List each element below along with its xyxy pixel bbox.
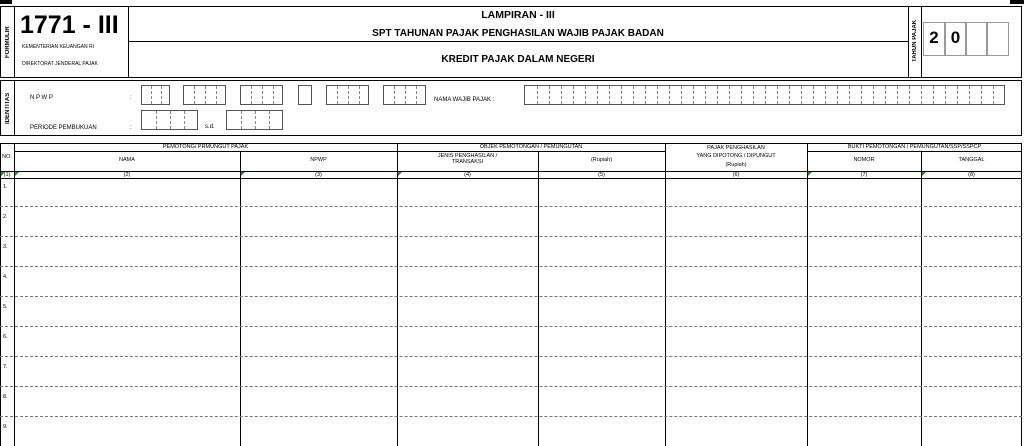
col-header-pph-rupiah: (Rupiah) <box>725 162 747 168</box>
npwp-box-6[interactable] <box>383 85 426 105</box>
col-header-no: NO. <box>2 154 12 160</box>
col-number-7: (7) <box>860 172 868 178</box>
row-divider <box>0 326 1022 327</box>
col-header-tanggal: TANGGAL <box>958 157 985 163</box>
table-frame <box>0 143 1022 446</box>
col-header-jenis: JENIS PENGHASILAN / TRANSAKSI <box>437 153 498 165</box>
ministry-label: KEMENTERIAN KEUANGAN RI <box>22 44 94 50</box>
row-divider <box>0 386 1022 387</box>
year-digit-1[interactable]: 2 <box>923 22 945 56</box>
group-header-objek: OBJEK PEMOTONGAN / PEMUNGUTAN <box>479 144 583 150</box>
col-number-6: (6) <box>732 172 740 178</box>
page-subtitle: KREDIT PAJAK DALAM NEGERI <box>441 54 595 65</box>
periode-label: PERIODE PEMBUKUAN <box>30 125 97 131</box>
col-header-nomor: NOMOR <box>853 157 875 163</box>
row-number-1: 1. <box>3 184 8 190</box>
row-number-9: 9. <box>3 424 8 430</box>
corner-mark-left <box>0 0 12 4</box>
cell-marker <box>1 172 5 176</box>
row-number-7: 7. <box>3 364 8 370</box>
row-divider <box>0 206 1022 207</box>
npwp-box-2[interactable] <box>183 85 226 105</box>
row-number-8: 8. <box>3 394 8 400</box>
form-code: 1771 - III <box>20 11 119 39</box>
group-header-line-bukti <box>807 151 1022 152</box>
title-divider <box>128 41 908 42</box>
corner-mark-right <box>1010 0 1024 4</box>
npwp-colon: : <box>130 95 132 101</box>
group-header-pph: PAJAK PENGHASILAN <box>707 145 765 151</box>
row-divider <box>0 296 1022 297</box>
spt-title: SPT TAHUNAN PAJAK PENGHASILAN WAJIB PAJAK BADAN <box>372 28 664 39</box>
col-line-nomor <box>921 151 922 446</box>
npwp-box-5[interactable] <box>326 85 369 105</box>
row-number-6: 6. <box>3 334 8 340</box>
col-line-npwp <box>397 143 398 446</box>
cell-marker <box>15 172 19 176</box>
col-number-5: (5) <box>598 172 605 178</box>
row-number-5: 5. <box>3 304 8 310</box>
group-header-line <box>14 151 665 152</box>
col-header-npwp: NPWP <box>310 157 327 163</box>
row-divider <box>0 416 1022 417</box>
periode-start-field[interactable] <box>141 110 198 130</box>
col-number-8: (8) <box>968 172 975 178</box>
nama-wajib-pajak-field[interactable] <box>524 85 1005 105</box>
lampiran-title: LAMPIRAN - III <box>481 9 555 21</box>
col-line-nama <box>240 151 241 446</box>
col-number-1: (1) <box>3 172 11 178</box>
npwp-box-1[interactable] <box>141 85 170 105</box>
col-number-4: (4) <box>464 172 471 178</box>
col-header-nama: NAMA <box>119 157 135 163</box>
col-line-rupiah <box>665 143 666 446</box>
col-line-jenis <box>538 151 539 446</box>
sd-label: s.d. <box>205 124 215 130</box>
col-line-no <box>14 143 15 446</box>
identity-divider <box>14 80 15 136</box>
npwp-box-4[interactable] <box>298 85 312 105</box>
year-digit-2[interactable]: 0 <box>945 22 966 56</box>
row-number-4: 4. <box>3 274 8 280</box>
colnum-line-bottom <box>0 178 1022 179</box>
group-header-bukti: BUKTI PEMOTONGAN / PEMUNGUTAN/SSP/SSPCP <box>847 144 982 150</box>
cell-marker <box>398 172 402 176</box>
year-digit-3[interactable] <box>966 22 987 56</box>
col-line-pph <box>807 143 808 446</box>
row-divider <box>0 356 1022 357</box>
row-number-3: 3. <box>3 244 8 250</box>
directorate-label: DIREKTORAT JENDERAL PAJAK <box>22 61 98 67</box>
col-number-3: (3) <box>315 172 322 178</box>
tahun-divider-right <box>921 6 922 78</box>
group-header-pemotong: PEMOTONG/ PRMUNGUT PAJAK <box>162 144 249 150</box>
col-header-pph-sub: YANG DIPOTONG / DIPUNGUT <box>696 153 776 159</box>
row-divider <box>0 266 1022 267</box>
npwp-box-3[interactable] <box>240 85 283 105</box>
npwp-label: N P W P <box>30 95 53 101</box>
identitas-label: IDENTITAS <box>5 92 11 124</box>
tahun-pajak-label: TAHUN PAJAK <box>912 19 918 63</box>
row-divider <box>0 236 1022 237</box>
cell-marker <box>922 172 926 176</box>
formulir-label: FORMULIR <box>5 26 11 58</box>
periode-end-field[interactable] <box>226 110 283 130</box>
col-header-rupiah: (Rupiah) <box>590 157 613 163</box>
nama-wajib-pajak-label: NAMA WAJIB PAJAK : <box>434 97 495 103</box>
cell-marker <box>808 172 812 176</box>
periode-colon: : <box>130 125 132 131</box>
row-number-2: 2. <box>3 214 8 220</box>
cell-marker <box>241 172 245 176</box>
col-number-2: (2) <box>123 172 131 178</box>
year-digit-4[interactable] <box>987 22 1009 56</box>
formulir-divider <box>14 6 15 78</box>
